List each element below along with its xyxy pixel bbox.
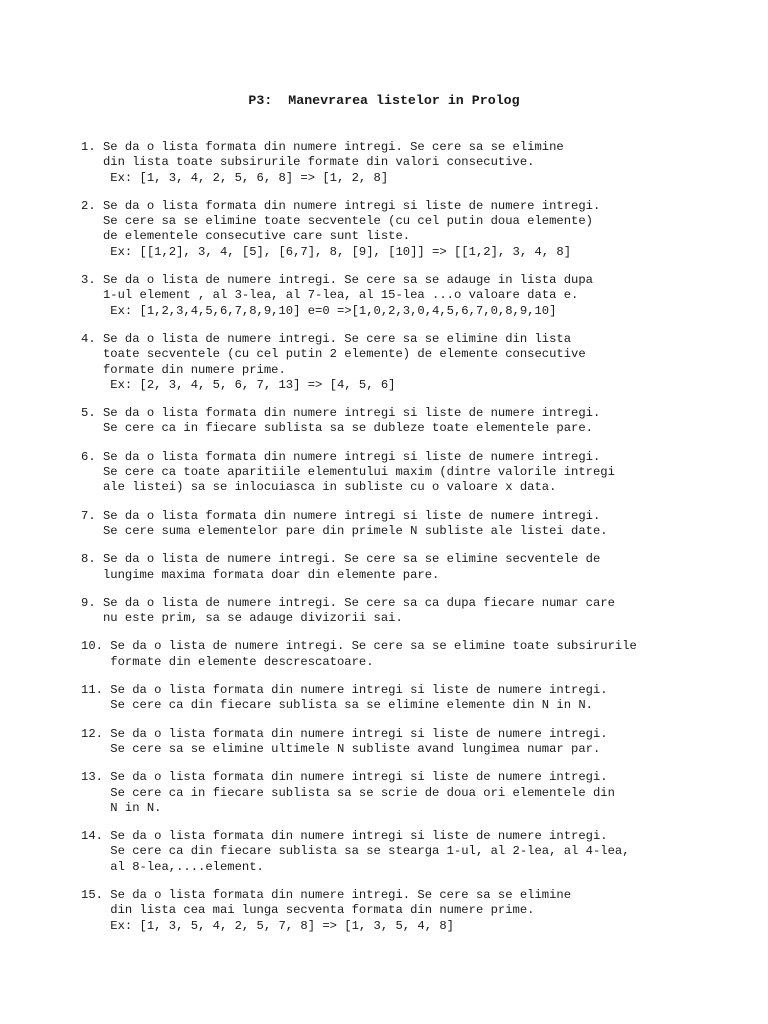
problem-line: 9. Se da o lista de numere intregi. Se cere sa ca dupa fiecare numar care — [81, 595, 615, 610]
problem-line: 2. Se da o lista formata din numere intregi si liste de numere intregi. — [81, 198, 601, 213]
problem-line: 6. Se da o lista formata din numere intregi si liste de numere intregi. — [81, 449, 601, 464]
problem-line: de elementele consecutive care sunt liste. — [81, 229, 411, 244]
problem-line: N in N. — [81, 800, 162, 815]
problem-line: Se cere sa se elimine ultimele N subliste avand lungimea numar par. — [81, 741, 601, 756]
problem-line: Ex: [1, 3, 5, 4, 2, 5, 7, 8] => [1, 3, 5, 4, 8] — [81, 918, 454, 933]
problem-line: 1. Se da o lista formata din numere intregi. Se cere sa se elimine — [81, 140, 564, 154]
problem-item — [81, 199, 761, 260]
problem-line: Se cere suma elementelor pare din primele N subliste ale listei date. — [81, 523, 608, 538]
problem-item — [81, 829, 761, 875]
problem-item — [81, 140, 761, 186]
problem-line: formate din numere prime. — [81, 362, 286, 377]
problem-line: 7. Se da o lista formata din numere intregi si liste de numere intregi. — [81, 508, 601, 523]
problem-line: 5. Se da o lista formata din numere intregi si liste de numere intregi. — [81, 406, 601, 421]
problem-line: 4. Se da o lista de numere intregi. Se cere sa se elimine din lista — [81, 331, 572, 346]
problem-line: Ex: [1, 3, 4, 2, 5, 6, 8] => [1, 2, 8] — [81, 170, 389, 185]
problem-line: Se cere ca toate aparitiile elementului maxim (dintre valorile intregi — [81, 465, 615, 480]
problem-line: Se cere ca in fiecare sublista sa se dubleze toate elementele pare. — [81, 421, 593, 436]
problem-line: 3. Se da o lista de numere intregi. Se cere sa se adauge in lista dupa — [81, 273, 593, 288]
problem-line: 14. Se da o lista formata din numere intregi si liste de numere intregi. — [81, 829, 608, 844]
problem-item — [81, 683, 761, 714]
problem-line: Ex: [2, 3, 4, 5, 6, 7, 13] => [4, 5, 6] — [81, 377, 396, 392]
problem-line: formate din elemente descrescatoare. — [81, 654, 374, 669]
problem-item — [81, 273, 761, 319]
problem-line: din lista toate subsirurile formate din valori consecutive. — [81, 155, 535, 170]
problem-line: Ex: [[1,2], 3, 4, [5], [6,7], 8, [9], [10]] => [[1,2], 3, 4, 8] — [81, 244, 572, 259]
problem-item — [81, 552, 761, 583]
problem-line: nu este prim, sa se adauge divizorii sai. — [81, 611, 403, 626]
problem-line: Se cere ca din fiecare sublista sa se elimine elemente din N in N. — [81, 698, 593, 713]
problem-line: al 8-lea,....element. — [81, 859, 264, 874]
problem-item — [81, 639, 761, 670]
problem-line: din lista cea mai lunga secventa formata din numere prime. — [81, 903, 535, 918]
problem-item — [81, 332, 761, 393]
problem-line: lungime maxima formata doar din elemente pare. — [81, 567, 440, 582]
problem-line: Se cere ca din fiecare sublista sa se stearga 1-ul, al 2-lea, al 4-lea, — [81, 844, 630, 859]
problem-item — [81, 770, 761, 816]
problem-list — [81, 140, 761, 947]
problem-item — [81, 450, 761, 496]
problem-item — [81, 596, 761, 627]
problem-line: 13. Se da o lista formata din numere intregi si liste de numere intregi. — [81, 770, 608, 785]
problem-line: 15. Se da o lista formata din numere intregi. Se cere sa se elimine — [81, 887, 572, 902]
problem-line: Se cere sa se elimine toate secventele (cu cel putin doua elemente) — [81, 214, 593, 229]
problem-line: 12. Se da o lista formata din numere intregi si liste de numere intregi. — [81, 726, 608, 741]
problem-line: 1-ul element , al 3-lea, al 7-lea, al 15-lea ...o valoare data e. — [81, 288, 579, 303]
problem-line: 8. Se da o lista de numere intregi. Se cere sa se elimine secventele de — [81, 552, 601, 567]
problem-item — [81, 888, 761, 934]
problem-line: 10. Se da o lista de numere intregi. Se cere sa se elimine toate subsirurile — [81, 639, 637, 654]
problem-item — [81, 406, 761, 437]
problem-item — [81, 509, 761, 540]
problem-line: ale listei) sa se inlocuiasca in subliste cu o valoare x data. — [81, 480, 557, 495]
problem-line: 11. Se da o lista formata din numere intregi si liste de numere intregi. — [81, 683, 608, 698]
problem-line: Ex: [1,2,3,4,5,6,7,8,9,10] e=0 =>[1,0,2,3,0,4,5,6,7,0,8,9,10] — [81, 303, 557, 318]
page-title: P3: Manevrarea listelor in Prolog — [248, 93, 520, 108]
problem-line: Se cere ca in fiecare sublista sa se scrie de doua ori elementele din — [81, 785, 615, 800]
problem-item — [81, 727, 761, 758]
problem-line: toate secventele (cu cel putin 2 elemente) de elemente consecutive — [81, 347, 586, 362]
